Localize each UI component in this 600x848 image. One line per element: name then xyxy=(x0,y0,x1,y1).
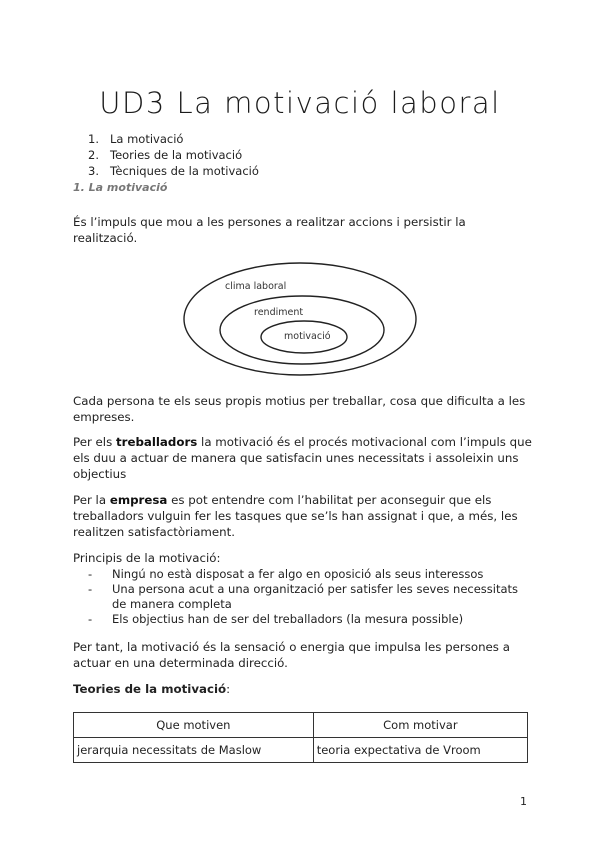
list-item-text: Una persona acut a una organització per satisfer les seves necessitats de manera completa xyxy=(112,582,519,611)
paragraph-per-tant: Per tant, la motivació és la sensació o energia que impulsa les persones a actuar en una determinada direcció. xyxy=(73,640,510,670)
list-item xyxy=(88,612,528,627)
definition-paragraph: És l’impuls que mou a les persones a realitzar accions i persistir la realització. xyxy=(73,215,466,245)
table-cell: teoria expectativa de Vroom xyxy=(313,738,527,763)
paragraph-treballadors xyxy=(73,434,533,482)
bold-term: empresa xyxy=(109,493,168,507)
table-cell: jerarquia necessitats de Maslow xyxy=(74,738,314,763)
list-item-text: Ningú no està disposat a fer algo en oposició als seus interessos xyxy=(112,567,484,581)
section-heading: 1. La motivació xyxy=(73,181,168,194)
page-title: UD3 La motivació laboral xyxy=(99,86,501,120)
label-clima-laboral: clima laboral xyxy=(225,281,287,292)
bullet-dash: - xyxy=(88,582,93,596)
paragraph-cada-persona: Cada persona te els seus propis motius per treballar, cosa que dificulta a les empreses. xyxy=(73,394,526,424)
toc-number: 1. xyxy=(88,132,99,146)
text-fragment: es pot entendre com l’habilitat per aconseguir que els treballadors vulguin fer les tasques que se’ls han assignat i que, a més, les realitzen satisfactòriament. xyxy=(73,493,518,539)
theories-table xyxy=(73,712,528,763)
label-rendiment: rendiment xyxy=(254,307,304,318)
principis-list xyxy=(88,567,528,627)
list-item xyxy=(88,582,528,612)
toc-label: Tècniques de la motivació xyxy=(110,164,259,178)
theories-heading xyxy=(73,682,230,696)
page-number: 1 xyxy=(520,795,527,808)
outer-ellipse xyxy=(184,263,416,375)
table-header-row xyxy=(74,713,528,738)
principis-label: Principis de la motivació: xyxy=(73,551,221,565)
theories-heading-colon: : xyxy=(226,682,231,696)
table-row xyxy=(74,738,528,763)
bullet-dash: - xyxy=(88,612,93,626)
paragraph-empresa xyxy=(73,492,533,540)
list-item xyxy=(88,567,528,582)
toc-label: La motivació xyxy=(110,132,184,146)
bullet-dash: - xyxy=(88,567,93,581)
text-fragment: la motivació és el procés motivacional com l’impuls que els duu a actuar de manera que satisfacin unes necessitats i assoleixin uns objectius xyxy=(73,435,532,481)
toc-number: 2. xyxy=(88,148,99,162)
list-item-text: Els objectius han de ser del treballadors (la mesura possible) xyxy=(112,612,464,626)
text-fragment: Per la xyxy=(73,493,110,507)
toc-label: Teories de la motivació xyxy=(110,148,243,162)
theories-heading-text: Teories de la motivació xyxy=(73,682,227,696)
bold-term: treballadors xyxy=(115,435,198,449)
toc-number: 3. xyxy=(88,164,99,178)
table-header-cell: Que motiven xyxy=(74,713,314,738)
label-motivacio: motivació xyxy=(284,331,331,342)
table-header-cell: Com motivar xyxy=(313,713,527,738)
text-fragment: Per els xyxy=(73,435,116,449)
